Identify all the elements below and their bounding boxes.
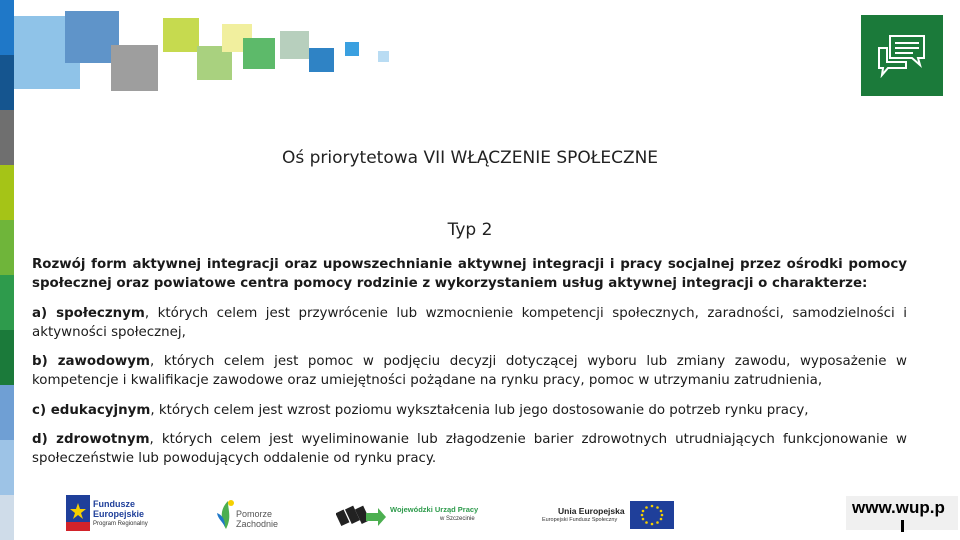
page-title: Oś priorytetowa VII WŁĄCZENIE SPOŁECZNE	[281, 148, 659, 168]
item-lead: c) edukacyjnym	[32, 403, 151, 418]
stripe-segment	[0, 440, 14, 495]
stripe-segment	[0, 0, 14, 55]
stripe-segment	[0, 495, 14, 540]
deco-square	[111, 45, 158, 91]
logo-fundusze-europejskie	[66, 495, 156, 533]
page-subtitle: Typ 2	[447, 220, 493, 240]
fe-line1: Fundusze	[93, 499, 135, 509]
url-cursor-mark	[901, 520, 904, 532]
deco-square	[243, 38, 275, 69]
list-item	[32, 430, 907, 468]
eu-flag-icon	[630, 501, 674, 529]
wup-logo-icon	[336, 499, 386, 529]
pz-leaf-icon	[216, 497, 236, 531]
list-item	[32, 304, 907, 342]
list-item	[32, 352, 907, 390]
item-text: , których celem jest wzrost poziomu wykształcenia lub jego dostosowanie do potrzeb rynku pracy,	[150, 403, 809, 418]
deco-square	[163, 18, 199, 52]
stripe-segment	[0, 55, 14, 110]
intro-paragraph: Rozwój form aktywnej integracji oraz upowszechnianie aktywnej integracji i pracy socjalnej przez ośrodki pomocy społecznej oraz powiatowe centra pomocy rodzinie z wykorzystaniem usług aktywnej integracji o charakterze:	[32, 257, 907, 291]
logo-pomorze-zachodnie	[216, 495, 286, 533]
item-lead: d) zdrowotnym	[32, 432, 150, 447]
fe-line2: Europejskie	[93, 509, 145, 519]
item-lead: b) zawodowym	[32, 354, 150, 369]
ue-line2: Europejski Fundusz Społeczny	[542, 517, 618, 523]
item-lead: a) społecznym	[32, 306, 145, 321]
item-text: , których celem jest wyeliminowanie lub złagodzenie barier zdrowotnych utrudniających funkcjonowanie w społeczeństwie lub powodujących oddalenie od rynku pracy.	[32, 432, 907, 466]
deco-square	[378, 51, 389, 62]
logo-wup	[336, 495, 486, 533]
item-text: , których celem jest przywrócenie lub wzmocnienie kompetencji społecznych, zaradności, samodzielności i aktywności społecznej,	[32, 306, 907, 340]
logo-unia-europejska	[540, 495, 675, 533]
pz-line1: Pomorze	[236, 509, 273, 519]
wup-line2: w Szczecinie	[440, 516, 475, 522]
pz-line2: Zachodnie	[236, 519, 279, 529]
deco-square	[309, 48, 334, 72]
speech-bubbles-icon	[861, 15, 943, 96]
item-text: , których celem jest pomoc w podjęciu decyzji dotyczącej wyboru lub zmiany zawodu, wyposażenie w kompetencje i kwalifikacje zawodowe oraz umiejętności pożądane na rynku pracy, pomoc w utrzymaniu zatrudnienia,	[32, 354, 907, 388]
stripe-segment	[0, 275, 14, 330]
fe-line3: Program Regionalny	[93, 521, 148, 527]
stripe-segment	[0, 165, 14, 220]
website-url-text: www.wup.p	[852, 498, 945, 517]
speech-bubbles-icon-graphic	[876, 32, 928, 78]
fe-star-icon	[66, 495, 90, 531]
stripe-segment	[0, 385, 14, 440]
list-item	[32, 401, 907, 420]
deco-square	[345, 42, 359, 56]
deco-square	[280, 31, 309, 59]
ue-line1: Unia Europejska	[558, 506, 625, 516]
wup-line1: Wojewódzki Urząd Pracy	[390, 505, 479, 514]
stripe-segment	[0, 330, 14, 385]
